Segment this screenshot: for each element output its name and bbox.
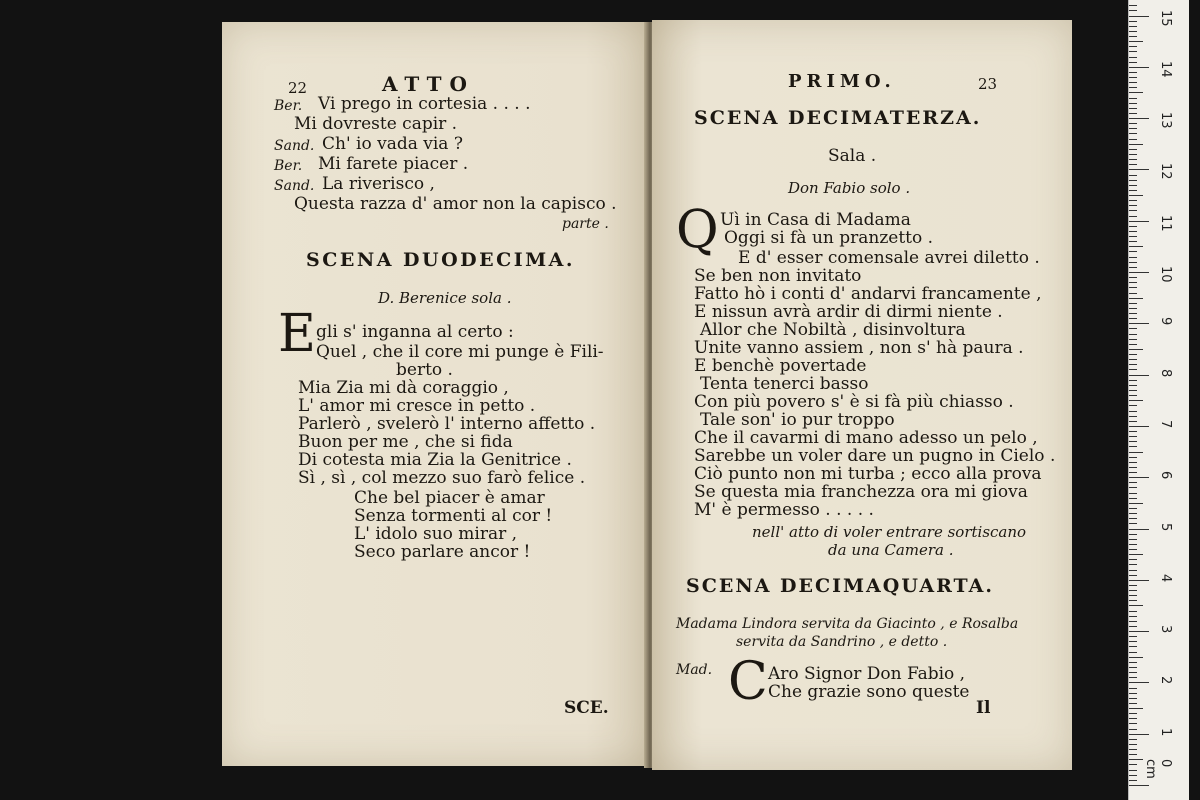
ruler-tick xyxy=(1129,600,1137,601)
drop-cap: E xyxy=(278,304,316,364)
ruler-tick xyxy=(1129,226,1137,227)
page-number: 23 xyxy=(978,75,998,93)
ruler-tick xyxy=(1129,405,1137,406)
ruler-tick xyxy=(1129,564,1137,565)
verse-line: E nissun avrà ardir di dirmi niente . xyxy=(694,302,1003,322)
ruler-tick xyxy=(1129,621,1137,622)
ruler-tick xyxy=(1129,77,1137,78)
ruler-number: 8 xyxy=(1158,368,1173,377)
ruler-number: 14 xyxy=(1158,60,1173,78)
ruler-tick xyxy=(1129,210,1137,211)
ruler-tick xyxy=(1129,262,1137,263)
ruler-tick xyxy=(1129,190,1137,191)
ruler-tick xyxy=(1129,575,1137,576)
aria-line: Senza tormenti al cor ! xyxy=(354,506,553,526)
ruler-number: 1 xyxy=(1158,727,1173,736)
ruler-tick xyxy=(1129,231,1137,232)
verse-line: Uì in Casa di Madama xyxy=(720,210,911,230)
ruler-tick xyxy=(1129,364,1137,365)
speaker: Sand. xyxy=(274,138,315,154)
ruler-tick xyxy=(1129,734,1149,735)
ruler-tick xyxy=(1129,5,1137,6)
ruler-tick xyxy=(1129,185,1137,186)
ruler-number: 7 xyxy=(1158,419,1173,429)
ruler-tick xyxy=(1129,246,1143,247)
ruler-tick xyxy=(1129,775,1137,776)
verse-line: Se ben non invitato xyxy=(694,266,862,286)
ruler-tick xyxy=(1129,339,1137,340)
ruler-tick xyxy=(1129,718,1137,719)
ruler-tick xyxy=(1129,175,1137,176)
ruler-tick xyxy=(1129,749,1137,750)
ruler-tick xyxy=(1129,57,1137,58)
ruler-tick xyxy=(1129,313,1137,314)
verse-line: Se questa mia franchezza ora mi giova xyxy=(694,482,1028,502)
ruler-tick xyxy=(1129,616,1137,617)
ruler-tick xyxy=(1129,36,1137,37)
ruler-tick xyxy=(1129,200,1137,201)
ruler-tick xyxy=(1129,149,1137,150)
verse-line: Unite vanno assiem , non s' hà paura . xyxy=(694,338,1024,358)
ruler-tick xyxy=(1129,662,1137,663)
stage-direction: nell' atto di voler entrare sortiscano xyxy=(752,523,1027,541)
ruler-number: 4 xyxy=(1158,573,1173,583)
ruler-tick xyxy=(1129,554,1143,555)
ruler-tick xyxy=(1129,164,1137,165)
dialogue-line: La riverisco , xyxy=(322,174,435,194)
page-number: 22 xyxy=(288,79,308,97)
ruler-tick xyxy=(1129,221,1149,222)
verse-line: Ciò punto non mi turba ; ecco alla prova xyxy=(694,464,1042,484)
ruler-tick xyxy=(1129,611,1137,612)
ruler-tick xyxy=(1129,580,1149,581)
dialogue-line: Mi dovreste capir . xyxy=(294,114,458,134)
ruler-tick xyxy=(1129,693,1137,694)
speaker: Sand. xyxy=(274,178,315,194)
ruler-tick xyxy=(1129,590,1137,591)
ruler-tick xyxy=(1129,87,1137,88)
verse-line: Parlerò , svelerò l' interno affetto . xyxy=(298,414,596,434)
ruler-tick xyxy=(1129,677,1137,678)
scene-title: SCENA DECIMATERZA. xyxy=(694,107,982,129)
ruler-tick xyxy=(1129,92,1143,93)
speaker: Mad. xyxy=(676,662,713,678)
scene-setting: Sala . xyxy=(828,146,877,166)
verse-line: Sì , sì , col mezzo suo farò felice . xyxy=(298,468,586,488)
ruler-tick xyxy=(1129,441,1137,442)
ruler-tick xyxy=(1129,267,1137,268)
ruler-tick xyxy=(1129,113,1137,114)
verse-line: Di cotesta mia Zia la Genitrice . xyxy=(298,450,572,470)
running-head: ATTO xyxy=(382,72,475,96)
ruler-tick xyxy=(1129,636,1137,637)
ruler-tick xyxy=(1129,308,1137,309)
ruler-tick xyxy=(1129,452,1143,453)
ruler-tick xyxy=(1129,400,1143,401)
ruler-tick xyxy=(1129,344,1137,345)
dialogue-line: Mi farete piacer . xyxy=(318,154,469,174)
ruler-tick xyxy=(1129,534,1137,535)
ruler-tick xyxy=(1129,277,1137,278)
ruler-tick xyxy=(1129,703,1137,704)
verse-line: Fatto hò i conti d' andarvi francamente , xyxy=(694,284,1042,304)
ruler-tick xyxy=(1129,739,1137,740)
verse-line: Che il cavarmi di mano adesso un pelo , xyxy=(694,428,1038,448)
verse-line: Tenta tenerci basso xyxy=(700,374,869,394)
ruler-tick xyxy=(1129,626,1137,627)
ruler-tick xyxy=(1129,159,1137,160)
verse-line: L' amor mi cresce in petto . xyxy=(298,396,536,416)
ruler-tick xyxy=(1129,416,1137,417)
ruler-tick xyxy=(1129,51,1137,52)
ruler-tick xyxy=(1129,539,1137,540)
ruler-tick xyxy=(1129,682,1149,683)
dialogue-line: Aro Signor Don Fabio , xyxy=(768,664,966,684)
ruler-tick xyxy=(1129,559,1137,560)
ruler-tick xyxy=(1129,380,1137,381)
ruler-tick xyxy=(1129,708,1143,709)
ruler-tick xyxy=(1129,657,1143,658)
ruler-tick xyxy=(1129,493,1137,494)
ruler-tick xyxy=(1129,298,1143,299)
ruler-tick xyxy=(1129,41,1143,42)
verse-line: M' è permesso . . . . . xyxy=(694,500,874,520)
ruler-tick xyxy=(1129,10,1137,11)
running-head: PRIMO. xyxy=(788,71,896,92)
ruler-tick xyxy=(1129,446,1137,447)
ruler-tick xyxy=(1129,82,1137,83)
ruler-tick xyxy=(1129,169,1149,170)
ruler-tick xyxy=(1129,390,1137,391)
ruler-tick xyxy=(1129,328,1137,329)
left-page xyxy=(222,22,650,766)
ruler-tick xyxy=(1129,236,1137,237)
ruler-tick xyxy=(1129,477,1149,478)
dialogue-line: Vi prego in cortesia . . . . xyxy=(318,94,531,114)
ruler-tick xyxy=(1129,508,1137,509)
ruler-tick xyxy=(1129,713,1137,714)
ruler-tick xyxy=(1129,688,1137,689)
scene-characters: servita da Sandrino , e detto . xyxy=(736,634,948,650)
ruler-tick xyxy=(1129,128,1137,129)
verse-line: E benchè povertade xyxy=(694,356,867,376)
ruler-tick xyxy=(1129,544,1137,545)
ruler-tick xyxy=(1129,354,1137,355)
verse-line: berto . xyxy=(396,360,453,380)
verse-line: Quel , che il core mi punge è Fili- xyxy=(316,342,604,362)
ruler-tick xyxy=(1129,349,1143,350)
ruler-tick xyxy=(1129,770,1137,771)
ruler-number: 12 xyxy=(1158,163,1173,180)
ruler-tick xyxy=(1129,293,1137,294)
ruler-tick xyxy=(1129,426,1149,427)
ruler-tick xyxy=(1129,103,1137,104)
ruler-number: 15 xyxy=(1158,9,1173,27)
ruler-tick xyxy=(1129,282,1137,283)
ruler-tick xyxy=(1129,631,1149,632)
ruler-tick xyxy=(1129,303,1137,304)
ruler-tick xyxy=(1129,26,1137,27)
ruler-tick xyxy=(1129,98,1137,99)
ruler-tick xyxy=(1129,72,1137,73)
ruler-tick xyxy=(1129,251,1137,252)
ruler-tick xyxy=(1129,457,1137,458)
aria-line: L' idolo suo mirar , xyxy=(354,524,518,544)
ruler-tick xyxy=(1129,21,1137,22)
ruler-tick xyxy=(1129,462,1137,463)
ruler-tick xyxy=(1129,518,1137,519)
ruler-tick xyxy=(1129,549,1137,550)
ruler-number: 10 xyxy=(1158,266,1173,283)
ruler-tick xyxy=(1129,16,1149,17)
ruler-tick xyxy=(1129,754,1137,755)
ruler-tick xyxy=(1129,375,1149,376)
ruler-tick xyxy=(1129,385,1137,386)
aria-line: Seco parlare ancor ! xyxy=(354,542,531,562)
ruler-tick xyxy=(1129,780,1137,781)
ruler-tick xyxy=(1129,133,1137,134)
ruler-tick xyxy=(1129,723,1137,724)
ruler-tick xyxy=(1129,487,1137,488)
ruler-tick xyxy=(1129,698,1137,699)
verse-line: Buon per me , che si fida xyxy=(298,432,513,452)
ruler-tick xyxy=(1129,570,1137,571)
dialogue-line: Questa razza d' amor non la capisco . xyxy=(294,194,617,214)
drop-cap: Q xyxy=(676,200,719,260)
ruler-tick xyxy=(1129,595,1137,596)
ruler-tick xyxy=(1129,144,1143,145)
ruler-number: 0 cm xyxy=(1143,759,1173,779)
ruler-tick xyxy=(1129,482,1137,483)
ruler-number: 2 xyxy=(1158,676,1173,685)
ruler-tick xyxy=(1129,123,1137,124)
verse-line: Oggi si fà un pranzetto . xyxy=(724,228,934,248)
ruler-number: 11 xyxy=(1158,214,1173,232)
verse-line: Con più povero s' è si fà più chiasso . xyxy=(694,392,1014,412)
scene-title: SCENA DUODECIMA. xyxy=(306,249,576,271)
ruler-tick xyxy=(1129,652,1137,653)
ruler-tick xyxy=(1129,503,1143,504)
ruler-tick xyxy=(1129,759,1143,760)
ruler-tick xyxy=(1129,641,1137,642)
ruler-tick xyxy=(1129,646,1137,647)
ruler-tick xyxy=(1129,431,1137,432)
ruler-tick xyxy=(1129,62,1137,63)
ruler-tick xyxy=(1129,272,1149,273)
scene-title: SCENA DECIMAQUARTA. xyxy=(686,575,994,597)
ruler-tick xyxy=(1129,498,1137,499)
ruler-tick xyxy=(1129,513,1137,514)
scene-character: D. Berenice sola . xyxy=(378,289,512,307)
verse-line: gli s' inganna al certo : xyxy=(316,322,514,342)
scene-character: Don Fabio solo . xyxy=(788,179,911,197)
speaker: Ber. xyxy=(274,158,303,174)
ruler-tick xyxy=(1129,216,1137,217)
ruler-tick xyxy=(1129,667,1137,668)
ruler-tick xyxy=(1129,31,1137,32)
right-page xyxy=(652,20,1072,770)
dialogue-line: Che grazie sono queste xyxy=(768,682,970,702)
ruler-tick xyxy=(1129,585,1137,586)
ruler-tick xyxy=(1129,369,1137,370)
ruler-tick xyxy=(1129,411,1137,412)
ruler-number: 13 xyxy=(1158,112,1173,129)
ruler-tick xyxy=(1129,154,1137,155)
stage-direction: da una Camera . xyxy=(828,541,954,559)
ruler-tick xyxy=(1129,334,1137,335)
catchword: SCE. xyxy=(564,698,609,718)
verse-line: Sarebbe un voler dare un pugno in Cielo . xyxy=(694,446,1056,466)
ruler-tick xyxy=(1129,436,1137,437)
ruler-tick xyxy=(1129,395,1137,396)
stage-direction: parte . xyxy=(562,216,609,232)
ruler-tick xyxy=(1129,46,1137,47)
measuring-ruler xyxy=(1128,0,1189,800)
ruler-number: 9 xyxy=(1158,317,1173,326)
ruler-tick xyxy=(1129,205,1137,206)
ruler-tick xyxy=(1129,287,1137,288)
catchword: Il xyxy=(976,698,991,718)
ruler-tick xyxy=(1129,318,1137,319)
ruler-tick xyxy=(1129,257,1137,258)
ruler-tick xyxy=(1129,472,1137,473)
ruler-tick xyxy=(1129,744,1137,745)
dialogue-line: Ch' io vada via ? xyxy=(322,134,463,154)
ruler-tick xyxy=(1129,195,1143,196)
ruler-tick xyxy=(1129,729,1137,730)
ruler-tick xyxy=(1129,323,1149,324)
verse-line: Mia Zia mi dà coraggio , xyxy=(298,378,509,398)
ruler-tick xyxy=(1129,359,1137,360)
ruler-tick xyxy=(1129,241,1137,242)
ruler-number: 5 xyxy=(1158,522,1173,531)
ruler-tick xyxy=(1129,785,1149,786)
ruler-tick xyxy=(1129,180,1137,181)
ruler-number: 6 xyxy=(1158,471,1173,480)
ruler-tick xyxy=(1129,139,1137,140)
aria-line: Che bel piacer è amar xyxy=(354,488,545,508)
verse-line: E d' esser comensale avrei diletto . xyxy=(738,248,1040,268)
ruler-tick xyxy=(1129,108,1137,109)
ruler-tick xyxy=(1129,529,1149,530)
drop-cap: C xyxy=(728,652,768,712)
scene-characters: Madama Lindora servita da Giacinto , e Rosalba xyxy=(676,616,1019,632)
ruler-tick xyxy=(1129,672,1137,673)
ruler-number: 3 xyxy=(1158,625,1173,634)
verse-line: Allor che Nobiltà , disinvoltura xyxy=(700,320,966,340)
ruler-tick xyxy=(1129,421,1137,422)
ruler-tick xyxy=(1129,118,1149,119)
verse-line: Tale son' io pur troppo xyxy=(700,410,895,430)
speaker: Ber. xyxy=(274,98,303,114)
ruler-tick xyxy=(1129,605,1143,606)
ruler-tick xyxy=(1129,523,1137,524)
ruler-tick xyxy=(1129,467,1137,468)
ruler-tick xyxy=(1129,67,1149,68)
ruler-tick xyxy=(1129,764,1137,765)
